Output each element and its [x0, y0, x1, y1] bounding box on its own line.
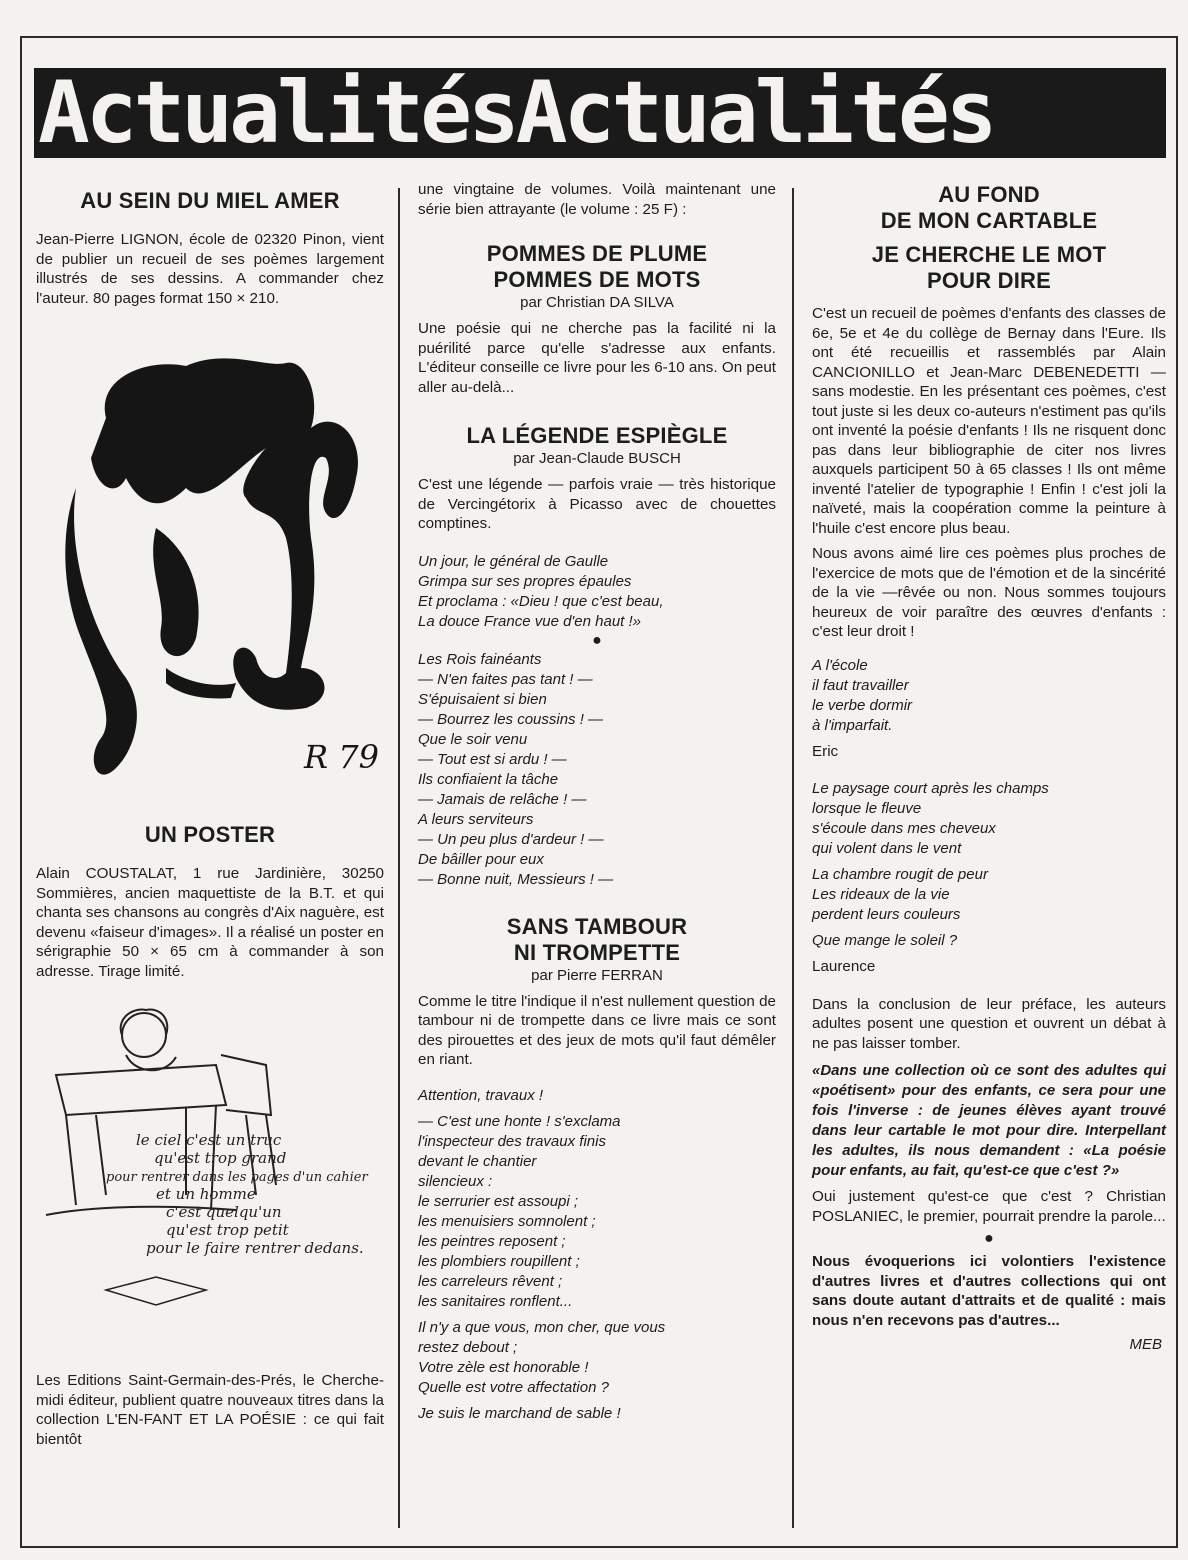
poem-line: Les Rois fainéants [418, 650, 542, 668]
poem-line: La douce France vue d'en haut !» [418, 612, 642, 630]
poem-line: s'écoule dans mes cheveux [812, 820, 996, 837]
heading-poster: UN POSTER [144, 822, 276, 847]
poem-line: perdent leurs couleurs [812, 906, 961, 923]
paragraph: Oui justement qu'est-ce que c'est ? Christian POSLANIEC, le premier, pourrait prendre la parole... [812, 1188, 1166, 1225]
poem-line: les peintres reposent ; [418, 1232, 566, 1250]
bullet-separator: ● [984, 1230, 994, 1247]
heading-sans-tambour: SANS TAMBOUR [506, 913, 688, 939]
poem-line: Grimpa sur ses propres épaules [418, 572, 632, 590]
poem-line: l'inspecteur des travaux finis [418, 1132, 606, 1150]
poem-line: A leurs serviteurs [418, 810, 534, 828]
poem-line: les carreleurs rêvent ; [418, 1272, 563, 1290]
poem-line: le serrurier est assoupi ; [418, 1192, 579, 1210]
quote: «Dans une collection où ce sont des adultes qui «poétisent» pour des enfants, ce sera pour une fois l'inverse : de jeunes élèves ayant trouvé dans leur cartable le mot pour dire. Interpellant les adultes, ils nous demandent : «La poésie pour enfants, au fait, qu'est-ce que c'est ?» [812, 1062, 1166, 1179]
column-3 [812, 180, 1166, 1353]
poem-line: Et proclama : «Dieu ! que c'est beau, [418, 592, 664, 610]
heading-au-fond: AU FOND [938, 182, 1040, 207]
sketch-child-at-desk [36, 995, 384, 1335]
drawing-signature: R 79 [304, 738, 379, 776]
handwritten-line: pour rentrer dans les pages d'un cahier [106, 1170, 368, 1185]
poem-travaux-end [418, 1318, 776, 1398]
poem-line: silencieux : [418, 1172, 493, 1190]
poem-title: Attention, travaux ! [418, 1086, 544, 1104]
handwritten-line: c'est quelqu'un [166, 1203, 282, 1221]
poem-line: qui volent dans le vent [812, 840, 962, 857]
paragraph: Les Editions Saint-Germain-des-Prés, le Cherche-midi éditeur, publient quatre nouveaux titres dans la collection L'EN-FANT ET LA POÉSIE : ce qui fait bientôt [36, 1372, 384, 1448]
poem-laurence-2 [812, 865, 1166, 925]
handwritten-line: pour le faire rentrer dedans. [146, 1239, 364, 1257]
byline: par Pierre FERRAN [531, 966, 663, 984]
poem-line: restez debout ; [418, 1338, 518, 1356]
poem-line: Les rideaux de la vie [812, 886, 950, 903]
poem-gaulle [418, 552, 776, 632]
poem-line: — Tout est si ardu ! — [418, 750, 567, 768]
poem-line: il faut travailler [812, 676, 909, 694]
paragraph: Alain COUSTALAT, 1 rue Jardinière, 30250 Sommières, ancien maquettiste de la B.T. et qui chanta ses chansons au congrès d'Aix naguère, est devenu «faiseur d'images». Il a réalisé un poster en sérigraphie 50 × 65 cm à commander à son adresse. Tirage limité. [36, 865, 384, 980]
bullet-separator: ● [592, 631, 602, 649]
poem-line: — C'est une honte ! s'exclama [418, 1112, 621, 1130]
byline: par Jean-Claude BUSCH [513, 450, 681, 467]
poem-line: lorsque le fleuve [812, 800, 922, 817]
paragraph: Une poésie qui ne cherche pas la facilité ni la puérilité parce qu'elle s'adresse aux enfants. L'éditeur conseille ce livre pour les 6-10 ans. On peut aller au-delà... [418, 320, 776, 396]
poem-line: Votre zèle est honorable ! [418, 1358, 589, 1376]
poem-line: — Bourrez les coussins ! — [418, 710, 604, 728]
paragraph: C'est un recueil de poèmes d'enfants des classes de 6e, 5e et 4e du collège de Bernay dans l'Eure. Ils ont été recueillis et rassemblés par Alain CANCIONILLO et Jean-Marc DEBENEDETTI — sans modestie. En les présentant ces poèmes, c'est tout juste si les deux co-auteurs n'estiment pas qu'ils ont inventé la poésie d'enfants ! Ils ne risquent donc pas dans leur bibliographie de citer nos livres auxquels participent 50 à 65 classes ! Ils ont même inventé l'atelier de typographie ! Enfin ! c'est joli la naïveté, mais la coopération comme la peinture à l'huile c'est encore plus beau. [812, 305, 1166, 537]
heading-je-cherche: JE CHERCHE LE MOT [871, 242, 1107, 267]
heading-cartable: DE MON CARTABLE [880, 208, 1098, 233]
poem-line: A l'école [812, 656, 868, 674]
banner [34, 68, 1166, 158]
paragraph: Nous évoquerions ici volontiers l'existence d'autres livres et d'autres collections qui ont sans doute autant d'attraits et de qualité : mais nous n'en recevons pas d'autres... [812, 1253, 1166, 1329]
poem-line: Ils confiaient la tâche [418, 770, 559, 788]
banner-title: ActualitésActualités [38, 68, 994, 158]
poem-line: les menuisiers somnolent ; [418, 1212, 596, 1230]
poem-line: La chambre rougit de peur [812, 866, 988, 883]
heading-pommes-de-mots: POMMES DE MOTS [493, 267, 701, 292]
paragraph: une vingtaine de volumes. Voilà maintenant une série bien attrayante (le volume : 25 F) : [418, 181, 776, 218]
column-2 [418, 180, 776, 1424]
poem-line: — Un peu plus d'ardeur ! — [418, 830, 604, 848]
poem-eric [812, 656, 1166, 736]
poem-rois-faineants [418, 650, 776, 890]
poem-line: à l'imparfait. [812, 716, 893, 734]
ink-drawing-figure [36, 338, 384, 808]
poem-line: Il n'y a que vous, mon cher, que vous [418, 1318, 666, 1336]
poem-line: Je suis le marchand de sable ! [418, 1404, 621, 1422]
poem-line: — Bonne nuit, Messieurs ! — [418, 870, 614, 888]
column-1 [36, 180, 384, 1449]
poem-author: Laurence [812, 958, 876, 975]
heading-ni-trompette: NI TROMPETTE [513, 939, 681, 965]
paragraph: Comme le titre l'indique il n'est nullement question de tambour ni de trompette dans ce livre mais ce sont des pirouettes et des jeux de mots qu'il faut démêler en riant. [418, 992, 776, 1068]
byline: par Christian DA SILVA [520, 294, 674, 311]
handwritten-line: et un homme [156, 1185, 256, 1203]
heading-pour-dire: POUR DIRE [926, 268, 1052, 293]
heading-pommes-de-plume: POMMES DE PLUME [486, 241, 708, 266]
column-divider [398, 188, 400, 1528]
poem-line: Le paysage court après les champs [812, 780, 1049, 797]
poem-line: devant le chantier [418, 1152, 537, 1170]
poem-line: Que le soir venu [418, 730, 528, 748]
heading-legende-espiegle: LA LÉGENDE ESPIÈGLE [466, 423, 728, 448]
handwritten-line: le ciel c'est un truc [136, 1131, 282, 1149]
handwritten-line: qu'est trop petit [166, 1221, 289, 1239]
paragraph: C'est une légende — parfois vraie — très historique de Vercingétorix à Picasso avec de chouettes comptines. [418, 476, 776, 532]
poem-line: Que mange le soleil ? [812, 932, 958, 949]
poem-line: les sanitaires ronflent... [418, 1292, 573, 1310]
poem-travaux [418, 1112, 776, 1312]
paragraph: Jean-Pierre LIGNON, école de 02320 Pinon, vient de publier un recueil de ses poèmes largement illustrés de ses dessins. A commander chez l'auteur. 80 pages format 150 × 210. [36, 231, 384, 307]
paragraph: Nous avons aimé lire ces poèmes plus proches de l'exercice de mots que de l'émotion et de la sincérité de la vie —rêvée ou non. Nous sommes toujours heureux de voir paraître des œuvres d'enfants : c'est leur droit ! [812, 545, 1166, 640]
poem-author: Eric [812, 742, 839, 760]
poem-line: Quelle est votre affectation ? [418, 1378, 609, 1396]
poem-line: Un jour, le général de Gaulle [418, 552, 609, 570]
poem-line: les plombiers roupillent ; [418, 1252, 580, 1270]
poem-laurence-1 [812, 779, 1166, 859]
poem-line: — Jamais de relâche ! — [418, 790, 587, 808]
paragraph: Dans la conclusion de leur préface, les auteurs adultes posent une question et ouvrent un débat à ne pas laisser tomber. [812, 995, 1166, 1052]
heading-miel-amer: AU SEIN DU MIEL AMER [80, 188, 340, 213]
poem-line: — N'en faites pas tant ! — [418, 670, 593, 688]
poem-line: le verbe dormir [812, 696, 913, 714]
poem-line: S'épuisaient si bien [418, 690, 547, 708]
column-divider [792, 188, 794, 1528]
handwritten-line: qu'est trop grand [154, 1149, 287, 1167]
poem-line: De bâiller pour eux [418, 850, 544, 868]
signature: MEB [1129, 1336, 1162, 1353]
